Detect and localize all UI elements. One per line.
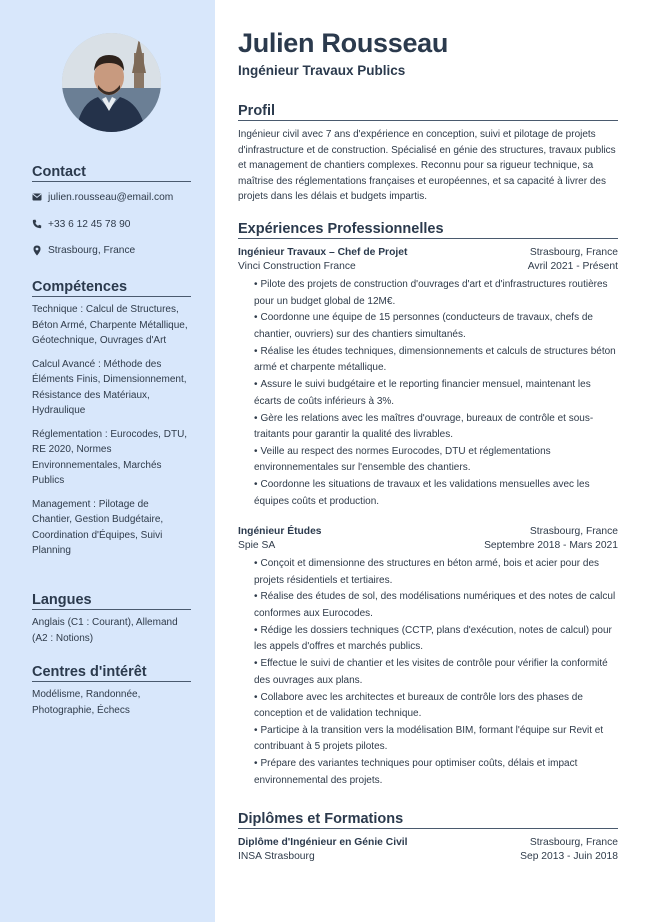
job-entry — [238, 525, 618, 790]
email-icon — [32, 192, 42, 202]
contact-location — [32, 243, 191, 257]
job-bullet: • Participe à la transition vers la modélisation BIM, formant l'équipe sur Revit et contribuant à 5 projets pilotes. — [254, 723, 618, 756]
education-heading: Diplômes et Formations — [238, 811, 618, 829]
phone-icon — [32, 219, 42, 229]
contact-heading: Contact — [32, 164, 191, 182]
contact-section — [32, 164, 191, 257]
skills-section — [32, 279, 191, 559]
skills-heading: Compétences — [32, 279, 191, 297]
location-pin-icon — [32, 245, 42, 255]
contact-phone[interactable] — [32, 217, 191, 231]
profile-photo — [62, 33, 161, 132]
job-entry — [238, 246, 618, 511]
profile-text: Ingénieur civil avec 7 ans d'expérience en conception, suivi et pilotage de projets d'infrastructure et de construction. Spécialisé en génie des structures, travaux publics et management de chantiers complexes. Reconnu pour sa rigueur technique, sa maîtrise des réglementations françaises et européennes, et sa capacité à livrer des projets dans les délais et budgets impartis. — [238, 129, 616, 203]
education-entry — [238, 836, 618, 864]
skill-item: Calcul Avancé : Méthode des Éléments Finis, Dimensionnement, Résistance des Matériaux, Hydraulique — [32, 358, 187, 416]
candidate-name: Julien Rousseau — [238, 28, 449, 58]
job-dates: Avril 2021 - Présent — [527, 261, 618, 272]
job-location: Strasbourg, France — [529, 526, 618, 537]
contact-email-text: julien.rousseau@email.com — [48, 191, 174, 203]
job-bullet: • Conçoit et dimensionne des structures en béton armé, bois et acier pour des projets résidentiels et tertiaires. — [254, 556, 618, 589]
job-bullet: • Gère les relations avec les maîtres d'ouvrage, bureaux de contrôle et sous-traitants pour garantir la qualité des livrables. — [254, 411, 618, 444]
job-bullets — [238, 556, 618, 789]
education-dates: Sep 2013 - Juin 2018 — [520, 851, 618, 862]
languages-section — [32, 592, 191, 646]
interests-section — [32, 664, 191, 718]
job-title: Ingénieur Études — [238, 526, 322, 537]
job-bullet: • Coordonne une équipe de 15 personnes (conducteurs de travaux, chefs de chantier, ouvriers) sur des chantiers simultanés. — [254, 310, 618, 343]
degree-title: Diplôme d'Ingénieur en Génie Civil — [238, 837, 408, 848]
job-bullet: • Assure le suivi budgétaire et le reporting financier mensuel, maintenant les écarts de coûts inférieurs à 3%. — [254, 377, 618, 410]
profile-heading: Profil — [238, 103, 618, 121]
job-dates: Septembre 2018 - Mars 2021 — [484, 540, 618, 551]
languages-text: Anglais (C1 : Courant), Allemand (A2 : Notions) — [32, 617, 178, 644]
school-name: INSA Strasbourg — [238, 851, 315, 862]
skill-item: Management : Pilotage de Chantier, Gestion Budgétaire, Coordination d'Équipes, Suivi Planning — [32, 498, 164, 556]
job-bullet: • Pilote des projets de construction d'ouvrages d'art et d'infrastructures routières pour un budget global de 12M€. — [254, 277, 618, 310]
job-company: Spie SA — [238, 540, 276, 551]
job-bullet: • Veille au respect des normes Eurocodes, DTU et réglementations environnementales sur l'ensemble des chantiers. — [254, 444, 618, 477]
contact-email[interactable] — [32, 190, 191, 204]
contact-phone-text: +33 6 12 45 78 90 — [48, 218, 131, 230]
interests-text: Modélisme, Randonnée, Photographie, Échecs — [32, 689, 141, 716]
portrait-image — [62, 33, 161, 132]
job-bullet: • Réalise des études de sol, des modélisations numériques et des notes de calcul conformes aux Eurocodes. — [254, 589, 618, 622]
job-company: Vinci Construction France — [238, 261, 356, 272]
education-location: Strasbourg, France — [529, 837, 618, 848]
interests-heading: Centres d'intérêt — [32, 664, 191, 682]
job-bullets — [238, 277, 618, 510]
job-bullet: • Coordonne les situations de travaux et les validations mensuelles avec les équipes coûts et production. — [254, 477, 618, 510]
skill-item: Réglementation : Eurocodes, DTU, RE 2020, Normes Environnementales, Marchés Publics — [32, 428, 188, 486]
job-title: Ingénieur Travaux – Chef de Projet — [238, 247, 408, 258]
job-bullet: • Prépare des variantes techniques pour optimiser coûts, délais et impact environnemental des projets. — [254, 756, 618, 789]
candidate-title: Ingénieur Travaux Publics — [238, 63, 406, 78]
languages-heading: Langues — [32, 592, 191, 610]
contact-location-text: Strasbourg, France — [48, 244, 136, 256]
skill-item: Technique : Calcul de Structures, Béton Armé, Charpente Métallique, Géotechnique, Ouvrages d'Art — [32, 304, 188, 346]
job-bullet: • Réalise les études techniques, dimensionnements et calculs de structures béton armé et charpente métallique. — [254, 344, 618, 377]
job-bullet: • Effectue le suivi de chantier et les visites de contrôle pour vérifier la conformité des ouvrages aux plans. — [254, 656, 618, 689]
job-location: Strasbourg, France — [529, 247, 618, 258]
job-bullet: • Rédige les dossiers techniques (CCTP, plans d'exécution, notes de calcul) pour les appels d'offres et marchés publics. — [254, 623, 618, 656]
experience-heading: Expériences Professionnelles — [238, 221, 618, 239]
job-bullet: • Collabore avec les architectes et bureaux de contrôle lors des phases de conception et de validation technique. — [254, 690, 618, 723]
